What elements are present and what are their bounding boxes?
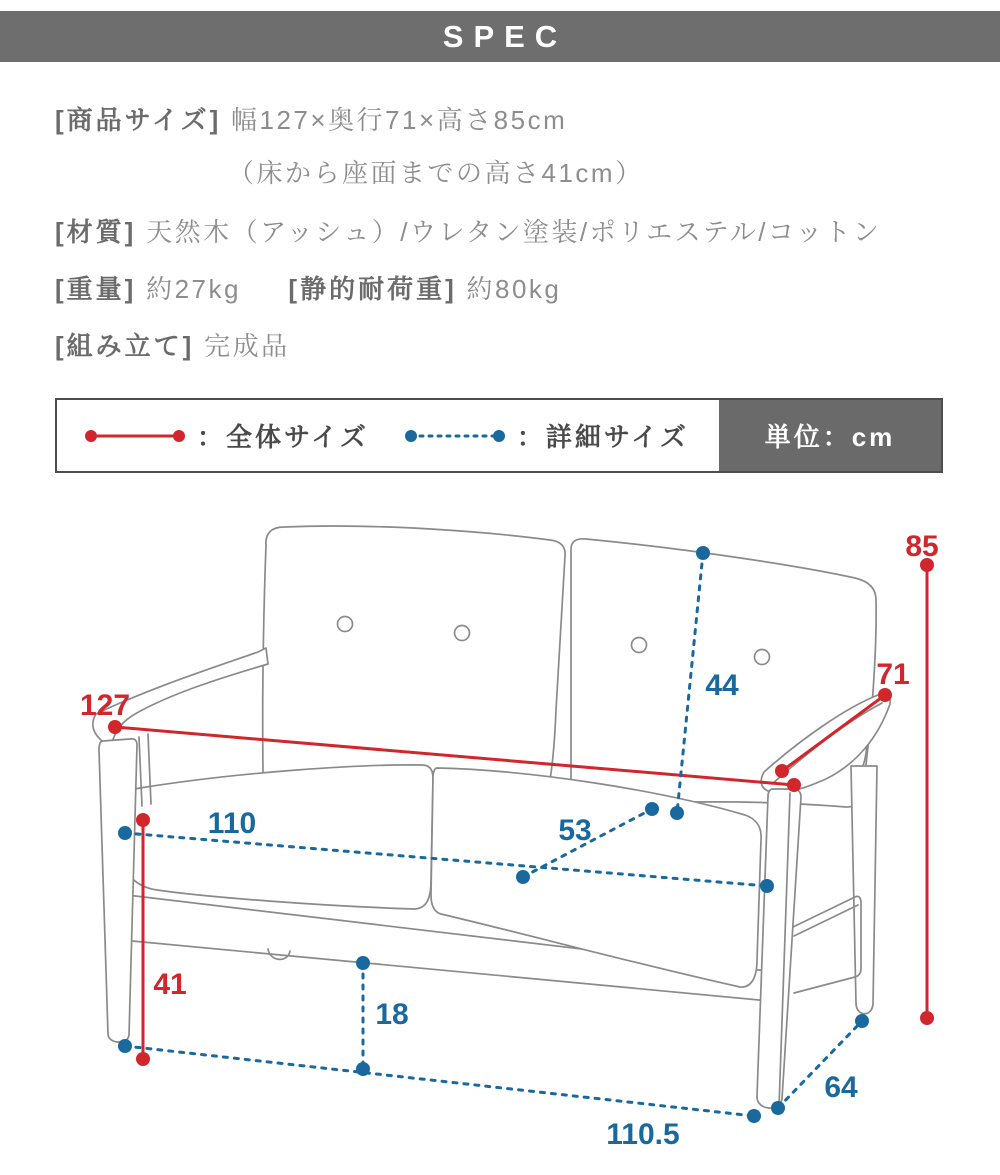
load-label: [静的耐荷重] bbox=[288, 274, 457, 304]
page-title: SPEC bbox=[442, 18, 568, 54]
overall-size-line-sample bbox=[83, 427, 187, 445]
front-left-leg bbox=[99, 739, 137, 1042]
floor-depth-dimension-label: 64 bbox=[824, 1071, 858, 1104]
back-button bbox=[455, 626, 470, 641]
back-height-dimension-label: 44 bbox=[705, 669, 739, 702]
legend-detail-label: ：詳細サイズ bbox=[516, 422, 689, 452]
clearance-dimension-label: 18 bbox=[375, 998, 409, 1031]
back-button bbox=[632, 638, 647, 653]
spec-line-size bbox=[55, 100, 567, 137]
detail-size-line-sample bbox=[403, 427, 507, 445]
front-right-leg bbox=[757, 789, 801, 1108]
header-bar bbox=[0, 11, 1000, 62]
height-dimension-label: 85 bbox=[905, 530, 939, 563]
size-value: 幅127×奥行71×高さ85cm bbox=[230, 105, 568, 135]
spec-line-size-note bbox=[228, 153, 644, 190]
spec-line-assembly bbox=[55, 326, 290, 363]
legend-samples bbox=[57, 400, 719, 471]
legend-overall-label: ：全体サイズ bbox=[197, 422, 369, 452]
sofa-dimension-diagram bbox=[0, 480, 1000, 1175]
material-value: 天然木（アッシュ）/ウレタン塗装/ポリエステル/コットン bbox=[146, 217, 882, 247]
size-label: [商品サイズ] bbox=[55, 105, 222, 135]
floor-width-dimension-label: 110.5 bbox=[606, 1118, 680, 1151]
load-value: 約80kg bbox=[466, 274, 562, 304]
material-label: [材質] bbox=[55, 217, 137, 247]
side-stretcher-edge bbox=[794, 905, 858, 936]
weight-value: 約27kg bbox=[146, 274, 241, 304]
back-button bbox=[338, 617, 353, 632]
spec-line-material bbox=[55, 212, 882, 249]
size-note: （床から座面までの高さ41cm） bbox=[228, 158, 644, 188]
width-dimension-label: 127 bbox=[79, 689, 131, 722]
depth-dimension-label: 71 bbox=[876, 658, 910, 691]
back-button bbox=[755, 650, 770, 665]
assembly-label: [組み立て] bbox=[55, 331, 195, 361]
assembly-value: 完成品 bbox=[204, 331, 290, 361]
floor-width-110-5-line bbox=[125, 1046, 754, 1116]
seat-depth-dimension-label: 53 bbox=[558, 814, 592, 847]
unit-box bbox=[719, 400, 941, 471]
weight-label: [重量] bbox=[55, 274, 137, 304]
spec-line-weight bbox=[55, 269, 561, 306]
unit-label: 単位：cm bbox=[764, 422, 896, 452]
seat-height-dimension-label: 41 bbox=[153, 968, 187, 1001]
legend-box bbox=[55, 398, 943, 473]
side-stretcher bbox=[793, 896, 861, 993]
inner-width-dimension-label: 110 bbox=[207, 807, 257, 840]
